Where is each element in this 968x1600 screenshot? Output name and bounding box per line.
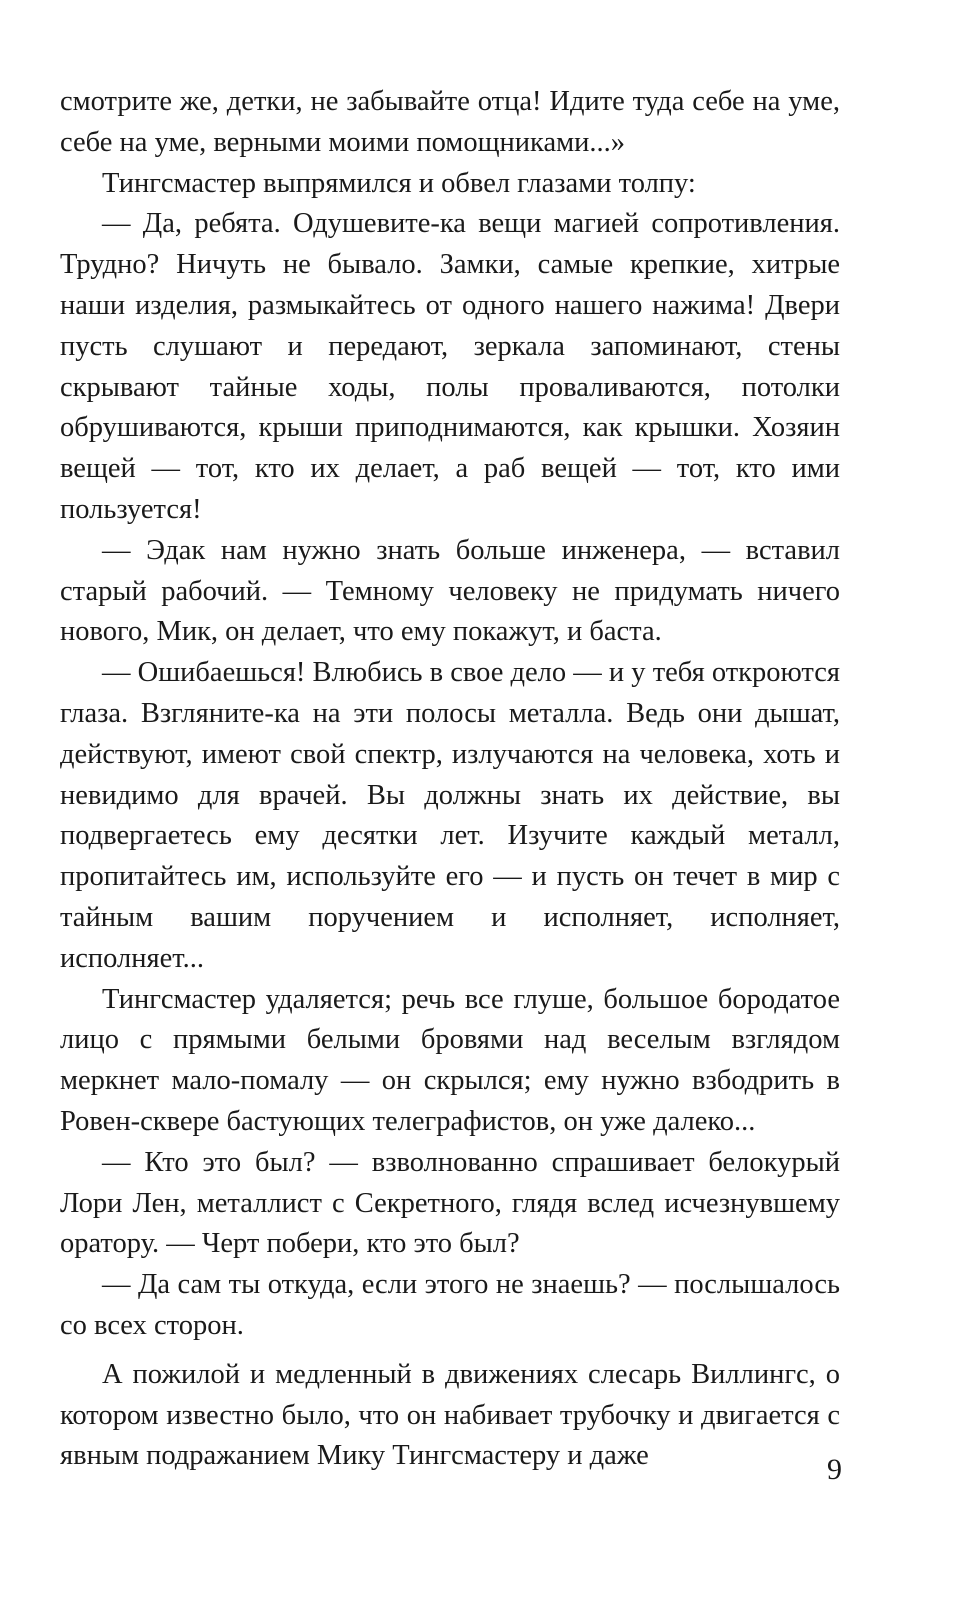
paragraph: — Эдак нам нужно знать больше инженера, — вставил старый рабочий. — Темному человеку не придумать ничего нового, Мик, он делает, что ему покажут, и баста. <box>60 534 840 648</box>
paragraph: Тингсмастер выпрямился и обвел глазами толпу: <box>102 167 696 199</box>
body-text <box>60 82 840 1477</box>
paragraph: — Да, ребята. Одушевите-ка вещи магией сопротивления. Трудно? Ничуть не бывало. Замки, самые крепкие, хитрые наши изделия, размыкайтесь от одного нашего нажима! Двери пусть слушают и передают, зеркала запоминают, стены скрывают тайные ходы, полы проваливаются, потолки обрушиваются, крыши приподнимаются, как крышки. Хозяин вещей — тот, кто их делает, а раб вещей — тот, кто ими пользуется! <box>60 208 840 525</box>
paragraph: — Да сам ты откуда, если этого не знаешь? — послышалось со всех сторон. <box>60 1269 840 1341</box>
paragraph: — Кто это был? — взволнованно спрашивает белокурый Лори Лен, металлист с Секретного, глядя вслед исчезнувшему оратору. — Черт побери, кто это был? <box>60 1146 840 1260</box>
paragraph: смотрите же, детки, не забывайте отца! Идите туда себе на уме, себе на уме, верными моими помощниками...» <box>60 86 840 158</box>
paragraph: — Ошибаешься! Влюбись в свое дело — и у тебя откроются глаза. Взгляните-ка на эти полосы металла. Ведь они дышат, действуют, имеют свой спектр, излучаются на человека, хоть и невидимо для врачей. Вы должны знать их действие, вы подвергаетесь ему десятки лет. Изучите каждый металл, пропитайтесь им, используйте его — и пусть он течет в мир с тайным вашим поручением и исполняет, исполняет, исполняет... <box>60 657 840 974</box>
paragraph: А пожилой и медленный в движениях слесарь Виллингс, о котором известно было, что он набивает трубочку и двигается с явным подражанием Мику Тингсмастеру и даже <box>60 1358 840 1472</box>
page-number: 9 <box>827 1453 842 1486</box>
paragraph: Тингсмастер удаляется; речь все глуше, большое бородатое лицо с прямыми белыми бровями над веселым взглядом меркнет мало-помалу — он скрылся; ему нужно взбодрить в Ровен-сквере бастующих телеграфистов, он уже далеко... <box>60 983 840 1137</box>
